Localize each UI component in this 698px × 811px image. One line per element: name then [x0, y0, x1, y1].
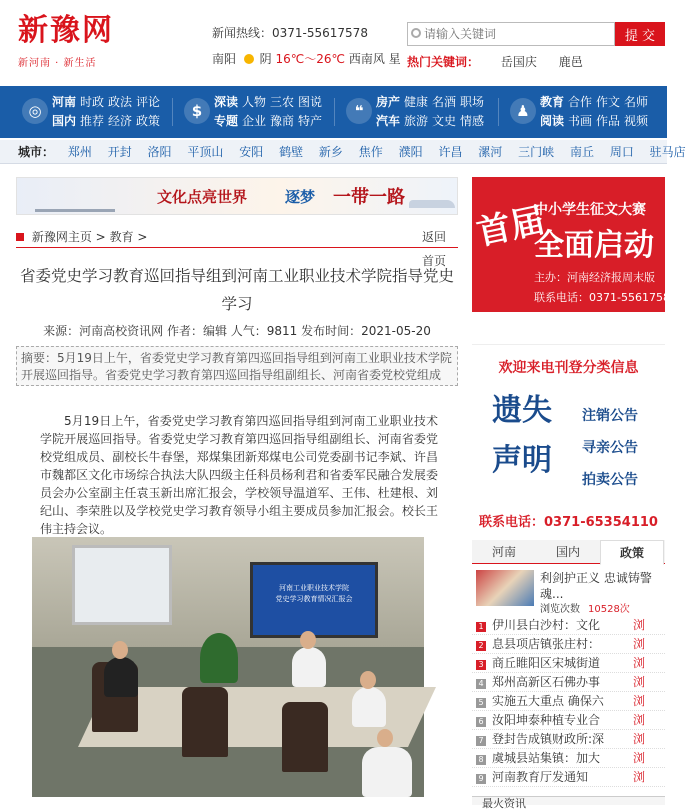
hot-keywords-label: 热门关键词：: [407, 55, 480, 69]
rank-badge: 8: [476, 755, 486, 765]
city-link[interactable]: 洛阳: [147, 145, 172, 159]
article-body: 5月19日上午，省委党史学习教育第四巡回指导组到河南工业职业技术学院开展巡回指导。省委党史学习教育第四巡回指导组副组长、河南省委党校党组成员、副校长牛春堡，郑煤集团新郑煤电公司党委副书记李斌、许昌市魏都区文化市场综合执法大队四级主任科员杨利君和省委军民融合发展委员会办公室副主任袁玉新出席汇报会，学校领导温道军、王伟、杜建根、刘纪山、李荣胜以及学校党史学习教育领导小组主要成员参加汇报会。校长王伟主持会议。: [40, 414, 438, 536]
nav-link[interactable]: 豫商: [270, 114, 295, 128]
list-item-tag: 浏: [632, 656, 645, 670]
news-hotline: 新闻热线：0371-55617578: [212, 26, 368, 40]
hot-keyword[interactable]: 岳国庆: [500, 55, 537, 69]
tab-henan[interactable]: 河南: [491, 545, 516, 559]
nav-link[interactable]: 房产: [376, 95, 401, 109]
featured-news[interactable]: [472, 568, 665, 615]
search-submit-button[interactable]: 提 交: [615, 22, 665, 46]
nav-link[interactable]: 时政: [80, 95, 105, 109]
rank-badge: 4: [476, 679, 486, 689]
search-input[interactable]: [407, 22, 615, 46]
classified-phone: 联系电话：0371-65354110: [479, 515, 658, 530]
ad-title: 中小学生征文大赛: [534, 202, 646, 218]
hot-keywords: [407, 53, 601, 70]
city-link[interactable]: 漯河: [478, 145, 503, 159]
nav-link[interactable]: 作品: [596, 114, 621, 128]
list-item-title[interactable]: 河南教育厅发通知: [492, 770, 589, 784]
classified-item: 注销公告: [582, 408, 638, 424]
screen-line: 党史学习教育情况汇报会: [275, 595, 353, 603]
list-item[interactable]: [472, 730, 665, 749]
photo-head: [112, 641, 128, 659]
nav-link[interactable]: 政法: [108, 95, 133, 109]
nav-link[interactable]: 旅游: [404, 114, 429, 128]
nav-link[interactable]: 健康: [404, 95, 429, 109]
list-item[interactable]: [472, 616, 665, 635]
list-item-tag: 浏: [632, 675, 645, 689]
list-item[interactable]: [472, 749, 665, 768]
photo-person: [352, 687, 386, 727]
rank-badge: 9: [476, 774, 486, 784]
weather-city: 南阳: [212, 52, 237, 66]
nav-link[interactable]: 职场: [460, 95, 485, 109]
nav-link[interactable]: 国内: [52, 114, 77, 128]
list-item-title[interactable]: 商丘睢阳区宋城街道: [492, 656, 601, 670]
list-item[interactable]: [472, 768, 665, 787]
city-link[interactable]: 新乡: [318, 145, 343, 159]
city-link[interactable]: 许昌: [438, 145, 463, 159]
photo-person: [292, 647, 326, 687]
list-item[interactable]: [472, 711, 665, 730]
nav-link[interactable]: 特产: [298, 114, 323, 128]
train-graphic: [409, 200, 455, 208]
breadcrumb-sep: >: [137, 230, 148, 244]
classified-ad[interactable]: [472, 344, 665, 540]
list-item[interactable]: [472, 673, 665, 692]
nav-link[interactable]: 专题: [214, 114, 239, 128]
tab-domestic[interactable]: 国内: [555, 545, 580, 559]
views-count: 10528次: [588, 604, 630, 615]
back-link[interactable]: 返回: [421, 230, 446, 244]
photo-person: [104, 657, 138, 697]
list-item-title[interactable]: 汝阳坤泰种植专业合: [492, 713, 601, 727]
nav-divider: [498, 98, 499, 126]
news-list: [472, 616, 665, 787]
list-item-title[interactable]: 实施五大重点 确保六: [492, 694, 604, 708]
photo-plant: [200, 633, 238, 683]
home-icon: [16, 233, 24, 241]
city-link[interactable]: 焦作: [358, 145, 383, 159]
nav-link[interactable]: 名师: [624, 95, 649, 109]
list-item-title[interactable]: 郑州高新区石佛办事: [492, 675, 601, 689]
views-label: 浏览次数: [540, 604, 580, 615]
list-item-tag: 浏: [632, 713, 645, 727]
photo-head: [300, 631, 316, 649]
article-meta: 来源：河南高校资讯网 作者：编辑 人气：9811 发布时间：2021-05-20: [43, 324, 431, 338]
breadcrumb-sep: >: [95, 230, 106, 244]
nav-link[interactable]: 合作: [568, 95, 593, 109]
banner-text: 文化点亮世界: [157, 188, 248, 206]
nav-link[interactable]: 阅读: [540, 114, 565, 128]
city-label: 城市：: [18, 145, 55, 159]
screen-line: 河南工业职业技术学院: [279, 584, 349, 592]
photo-window: [72, 545, 172, 625]
article-title: 省委党史学习教育巡回指导组到河南工业职业技术学院指导党史学习: [19, 267, 454, 313]
classified-item: 寻亲公告: [582, 440, 638, 456]
breadcrumb: [16, 228, 458, 268]
essay-contest-ad[interactable]: [472, 177, 677, 312]
nav-link[interactable]: 作文: [596, 95, 621, 109]
dollar-icon: $: [184, 98, 210, 124]
city-link[interactable]: 濮阳: [398, 145, 423, 159]
city-link[interactable]: 南丘: [569, 145, 594, 159]
classified-heading: 欢迎来电刊登分类信息: [498, 360, 639, 376]
photo-screen: [250, 562, 378, 638]
ad-phone: 联系电话：0371-55617587: [534, 291, 677, 304]
weather-widget: [212, 50, 401, 67]
globe-icon: ◎: [22, 98, 48, 124]
classified-word: 遗失: [492, 393, 552, 428]
nav-link[interactable]: 情感: [460, 114, 485, 128]
logo-tagline: 新河南 · 新生活: [18, 58, 97, 69]
city-link[interactable]: 开封: [107, 145, 132, 159]
tab-policy[interactable]: 政策: [600, 540, 664, 565]
rank-badge: 1: [476, 622, 486, 632]
city-link[interactable]: 郑州: [67, 145, 92, 159]
nav-link[interactable]: 书画: [568, 114, 593, 128]
article-summary: 摘要：5月19日上午，省委党史学习教育第四巡回指导组到河南工业职业技术学院开展巡回指导。省委党史学习教育第四巡回指导组副组长、河南省委党校党组成: [16, 346, 458, 386]
city-link[interactable]: 三门峡: [518, 145, 555, 159]
person-icon: ♟: [510, 98, 536, 124]
banner-ad[interactable]: [16, 177, 458, 215]
nav-link[interactable]: 汽车: [376, 114, 401, 128]
photo-chair: [282, 702, 328, 772]
weather-wind: 西南风 星: [348, 52, 401, 66]
banner-text: 一带一路: [333, 187, 405, 208]
rank-badge: 2: [476, 641, 486, 651]
photo-head: [377, 729, 393, 747]
ad-sponsor: 主办：河南经济报周末版: [534, 271, 655, 284]
photo-chair: [182, 687, 228, 757]
city-link[interactable]: 鹤壁: [279, 145, 304, 159]
city-link[interactable]: 驻马店: [649, 145, 686, 159]
list-item-title[interactable]: 息县项店镇张庄村：: [492, 637, 601, 651]
list-item-tag: 浏: [632, 751, 645, 765]
list-item[interactable]: [472, 692, 665, 711]
nav-link[interactable]: 教育: [540, 95, 565, 109]
city-bar: [0, 140, 686, 164]
nav-link[interactable]: 企业: [242, 114, 267, 128]
featured-title[interactable]: 利剑护正义 忠诚铸警魂...: [540, 571, 652, 601]
classified-word: 声明: [492, 443, 552, 478]
site-logo[interactable]: [18, 14, 136, 74]
list-item[interactable]: [472, 654, 665, 673]
list-item-title[interactable]: 虞城县站集镇：加大: [492, 751, 601, 765]
search-box: [407, 22, 665, 46]
news-tabs: [472, 540, 665, 564]
nav-link[interactable]: 人物: [242, 95, 267, 109]
great-wall-graphic: [35, 194, 115, 212]
rank-badge: 7: [476, 736, 486, 746]
hot-news-header: 最火资讯: [472, 796, 665, 805]
weather-temperature: 16℃～26℃: [275, 52, 346, 66]
city-link[interactable]: 周口: [609, 145, 634, 159]
sun-icon: [244, 54, 254, 64]
ad-script-text: 首届: [473, 200, 549, 254]
list-item-tag: 浏: [632, 694, 645, 708]
main-nav: [0, 86, 667, 138]
nav-link[interactable]: 评论: [136, 95, 161, 109]
nav-link[interactable]: 图说: [298, 95, 323, 109]
list-item-tag: 浏: [632, 618, 645, 632]
nav-link[interactable]: 视频: [624, 114, 649, 128]
nav-link[interactable]: 深读: [214, 95, 239, 109]
logo-text: 新豫网: [18, 13, 114, 48]
breadcrumb-home[interactable]: 新豫网主页: [31, 230, 92, 244]
nav-link[interactable]: 推荐: [80, 114, 105, 128]
city-link[interactable]: 平顶山: [187, 145, 224, 159]
weather-condition: 阴: [259, 52, 272, 66]
nav-divider: [334, 98, 335, 126]
list-item-tag: 浏: [632, 637, 645, 651]
nav-link[interactable]: 政策: [136, 114, 161, 128]
list-item-tag: 浏: [632, 732, 645, 746]
nav-link[interactable]: 经济: [108, 114, 133, 128]
list-item-tag: 浏: [632, 770, 645, 784]
nav-link[interactable]: 三农: [270, 95, 295, 109]
city-link[interactable]: 安阳: [239, 145, 264, 159]
list-item-title[interactable]: 伊川县白沙村：文化: [492, 618, 601, 632]
nav-link[interactable]: 河南: [52, 95, 77, 109]
featured-views: [540, 600, 630, 615]
nav-divider: [172, 98, 173, 126]
rank-badge: 6: [476, 717, 486, 727]
classified-item: 拍卖公告: [582, 472, 638, 488]
article-photo: [32, 537, 424, 797]
rank-badge: 5: [476, 698, 486, 708]
list-item[interactable]: [472, 635, 665, 654]
chat-icon: ❝: [346, 98, 372, 124]
breadcrumb-section[interactable]: 教育: [109, 230, 134, 244]
rank-badge: 3: [476, 660, 486, 670]
hot-keyword[interactable]: 鹿邑: [558, 55, 583, 69]
photo-head: [360, 671, 376, 689]
list-item-title[interactable]: 登封告成镇财政所:深: [492, 732, 605, 746]
photo-person: [362, 747, 412, 797]
banner-text: 逐梦: [285, 188, 316, 206]
homepage-link[interactable]: 首页: [421, 254, 446, 268]
nav-link[interactable]: 文史: [432, 114, 457, 128]
site-header: [0, 0, 667, 86]
ad-headline: 全面启动: [534, 228, 654, 263]
search-icon: [411, 28, 421, 38]
nav-link[interactable]: 名酒: [432, 95, 457, 109]
featured-thumbnail[interactable]: [476, 570, 534, 606]
